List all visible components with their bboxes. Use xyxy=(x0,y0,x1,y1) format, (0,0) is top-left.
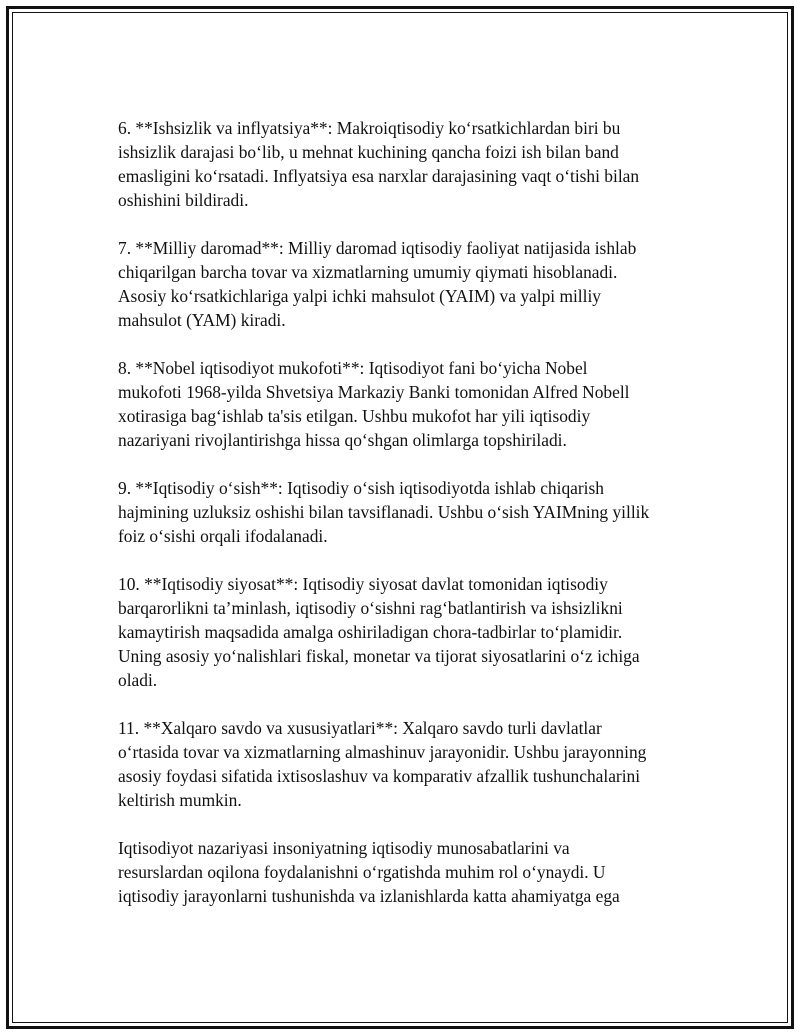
text-line: barqarorlikni ta’minlash, iqtisodiy o‘sishni rag‘batlantirish va ishsizlikni xyxy=(118,598,623,618)
text-line: mukofoti 1968-yilda Shvetsiya Markaziy Banki tomonidan Alfred Nobell xyxy=(118,382,630,402)
text-line: oladi. xyxy=(118,670,158,690)
text-line: nazariyani rivojlantirishga hissa qo‘shgan olimlarga topshiriladi. xyxy=(118,430,567,450)
text-line: xotirasiga bag‘ishlab ta'sis etilgan. Ushbu mukofot har yili iqtisodiy xyxy=(118,406,591,426)
document-body xyxy=(118,116,693,932)
paragraph-conclusion xyxy=(118,836,693,908)
text-line: 11. **Xalqaro savdo va xususiyatlari**: Xalqaro savdo turli davlatlar xyxy=(118,718,602,738)
text-line: 10. **Iqtisodiy siyosat**: Iqtisodiy siyosat davlat tomonidan iqtisodiy xyxy=(118,574,608,594)
paragraph-international-trade xyxy=(118,716,693,812)
text-line: 6. **Ishsizlik va inflyatsiya**: Makroiqtisodiy ko‘rsatkichlardan biri bu xyxy=(118,118,621,138)
paragraph-economic-growth xyxy=(118,476,693,548)
text-line: 8. **Nobel iqtisodiyot mukofoti**: Iqtisodiyot fani bo‘yicha Nobel xyxy=(118,358,588,378)
text-line: resurslardan oqilona foydalanishni o‘rgatishda muhim rol o‘ynaydi. U xyxy=(118,862,606,882)
text-line: chiqarilgan barcha tovar va xizmatlarning umumiy qiymati hisoblanadi. xyxy=(118,262,618,282)
text-line: asosiy foydasi sifatida ixtisoslashuv va komparativ afzallik tushunchalarini xyxy=(118,766,641,786)
text-line: foiz o‘sishi orqali ifodalanadi. xyxy=(118,526,328,546)
text-line: oshishini bildiradi. xyxy=(118,190,249,210)
text-line: hajmining uzluksiz oshishi bilan tavsiflanadi. Ushbu o‘sish YAIMning yillik xyxy=(118,502,650,522)
paragraph-unemployment-inflation xyxy=(118,116,693,212)
paragraph-national-income xyxy=(118,236,693,332)
text-line: Iqtisodiyot nazariyasi insoniyatning iqtisodiy munosabatlarini va xyxy=(118,838,570,858)
text-line: ishsizlik darajasi bo‘lib, u mehnat kuchining qancha foizi ish bilan band xyxy=(118,142,619,162)
paragraph-economic-policy xyxy=(118,572,693,692)
text-line: emasligini ko‘rsatadi. Inflyatsiya esa narxlar darajasining vaqt o‘tishi bilan xyxy=(118,166,640,186)
text-line: mahsulot (YAM) kiradi. xyxy=(118,310,286,330)
paragraph-nobel-prize xyxy=(118,356,693,452)
text-line: keltirish mumkin. xyxy=(118,790,242,810)
text-line: 9. **Iqtisodiy o‘sish**: Iqtisodiy o‘sish iqtisodiyotda ishlab chiqarish xyxy=(118,478,604,498)
text-line: 7. **Milliy daromad**: Milliy daromad iqtisodiy faoliyat natijasida ishlab xyxy=(118,238,637,258)
text-line: kamaytirish maqsadida amalga oshiriladigan chora-tadbirlar to‘plamidir. xyxy=(118,622,623,642)
text-line: Asosiy ko‘rsatkichlariga yalpi ichki mahsulot (YAIM) va yalpi milliy xyxy=(118,286,601,306)
text-line: iqtisodiy jarayonlarni tushunishda va izlanishlarda katta ahamiyatga ega xyxy=(118,886,620,906)
text-line: Uning asosiy yo‘nalishlari fiskal, monetar va tijorat siyosatlarini o‘z ichiga xyxy=(118,646,640,666)
text-line: o‘rtasida tovar va xizmatlarning almashinuv jarayonidir. Ushbu jarayonning xyxy=(118,742,647,762)
